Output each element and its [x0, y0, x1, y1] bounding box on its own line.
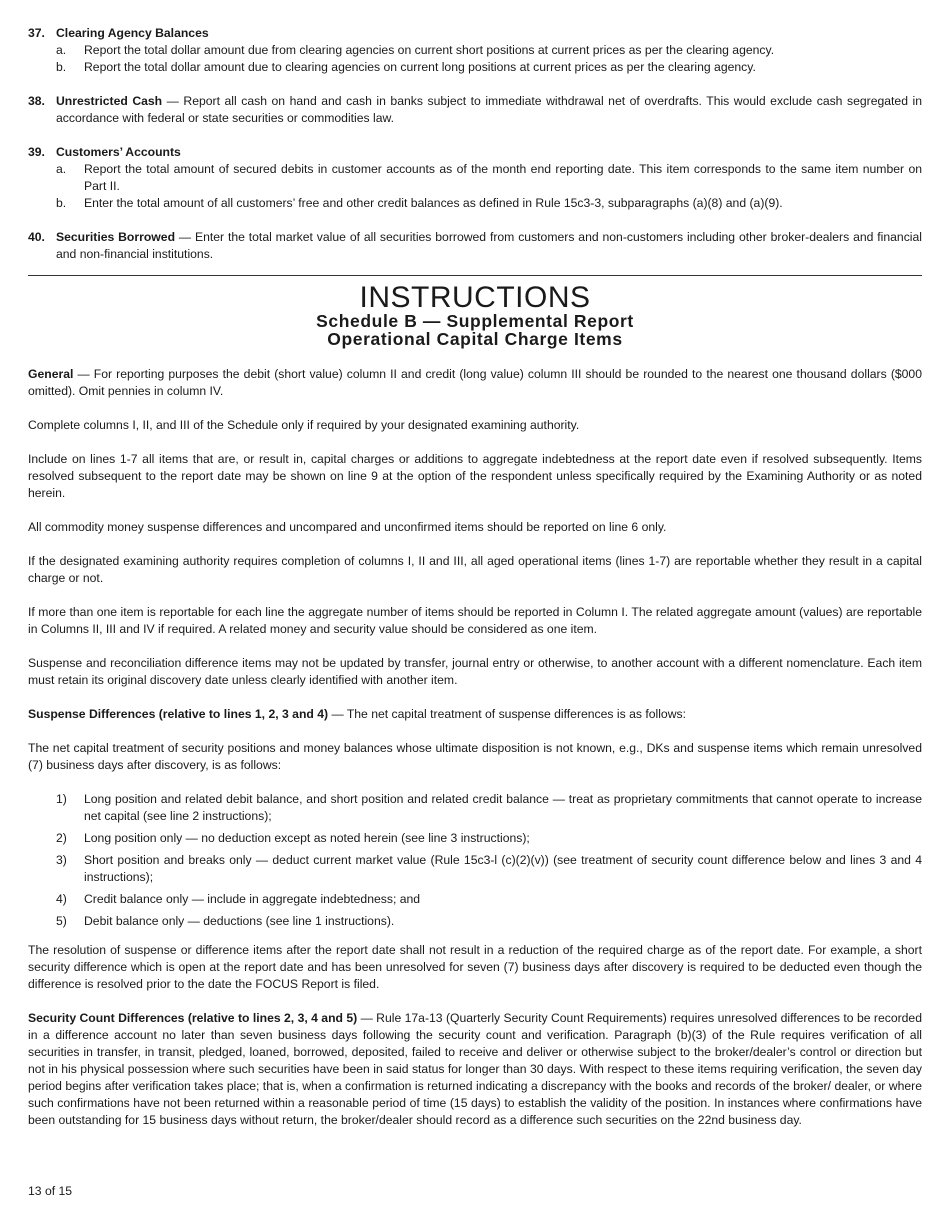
sub-text: Report the total amount of secured debits in customer accounts as of the month end reporting date. This item corresponds to the same item number on Part II.	[84, 162, 922, 193]
list-item	[56, 891, 922, 908]
list-text: Long position and related debit balance, and short position and related credit balance — treat as proprietary commitments that cannot operate to increase net capital (see line 2 instructions);	[84, 792, 922, 823]
sub-text: Report the total dollar amount due to clearing agencies on current long positions at current prices as per the clearing agency.	[84, 60, 756, 74]
paragraph-suspense-reconciliation: Suspense and reconciliation difference items may not be updated by transfer, journal entry or otherwise, to another account with a different nomenclature. Each item must retain its original discovery date unless clearly identified with another item.	[28, 656, 922, 687]
section-divider	[28, 275, 922, 276]
list-text: Short position and breaks only — deduct current market value (Rule 15c3-l (c)(2)(v)) (see treatment of security count difference below and lines 3 and 4 instructions);	[84, 853, 922, 884]
suspense-differences-paragraph	[28, 706, 922, 723]
item-37	[28, 25, 922, 76]
item-text: — Report all cash on hand and cash in banks subject to immediate withdrawal net of overdrafts. This would exclude cash segregated in accordance with federal or state securities or commodities law.	[56, 94, 923, 125]
item-number: 40.	[28, 230, 45, 244]
treatment-list	[56, 791, 922, 930]
list-number: 2)	[56, 831, 67, 845]
paragraph-more-than-one: If more than one item is reportable for each line the aggregate number of items should be reported in Column I. The related aggregate amount (values) are reportable in Columns II, III and IV if required. A related money and security value should be considered as one item.	[28, 605, 922, 636]
general-paragraph	[28, 366, 922, 400]
general-heading: General	[28, 367, 74, 381]
item-heading: Securities Borrowed	[56, 230, 176, 244]
item-38	[28, 93, 922, 127]
sub-item	[56, 161, 922, 195]
item-40	[28, 229, 922, 263]
schedule-subtitle-2: Operational Capital Charge Items	[327, 329, 623, 349]
item-heading: Customers’ Accounts	[56, 145, 181, 159]
sub-letter: b.	[56, 60, 67, 74]
general-text: — For reporting purposes the debit (short value) column II and credit (long value) column III should be rounded to the nearest one thousand dollars ($000 omitted). Omit pennies in column IV.	[28, 367, 922, 398]
sub-item	[56, 59, 922, 76]
list-number: 1)	[56, 792, 67, 806]
list-number: 3)	[56, 853, 67, 867]
item-number: 37.	[28, 26, 45, 40]
paragraph-include-lines: Include on lines 1-7 all items that are, or result in, capital charges or additions to aggregate indebtedness at the report date even if resolved subsequently. Items resolved subsequent to the report date may be shown on line 9 at the option of the respondent unless specifically required by the Examining Authority or as noted herein.	[28, 452, 922, 500]
sub-item	[56, 42, 922, 59]
list-text: Credit balance only — include in aggregate indebtedness; and	[84, 892, 421, 906]
sub-letter: b.	[56, 196, 67, 210]
paragraph-net-capital: The net capital treatment of security positions and money balances whose ultimate disposition is not known, e.g., DKs and suspense items which remain unresolved (7) business days after discovery, is as follows:	[28, 741, 922, 772]
list-number: 5)	[56, 914, 67, 928]
item-heading: Clearing Agency Balances	[56, 26, 209, 40]
instructions-title: INSTRUCTIONS	[359, 281, 591, 314]
page-number: 13 of 15	[28, 1184, 73, 1198]
paragraph-designated-authority: If the designated examining authority requires completion of columns I, II and III, all aged operational items (lines 1-7) are reportable whether they result in a capital charge or not.	[28, 554, 922, 585]
sub-text: Enter the total amount of all customers’ free and other credit balances as defined in Rule 15c3-3, subparagraphs (a)(8) and (a)(9).	[84, 196, 783, 210]
instructions-title-block	[28, 281, 922, 349]
list-item	[56, 913, 922, 930]
list-item	[56, 830, 922, 847]
item-number: 39.	[28, 145, 45, 159]
item-text: — Enter the total market value of all securities borrowed from customers and non-customers including other broker-dealers and financial and non-financial institutions.	[56, 230, 922, 261]
item-39	[28, 144, 922, 212]
list-item	[56, 852, 922, 886]
document-page	[28, 25, 922, 1129]
list-number: 4)	[56, 892, 67, 906]
suspense-heading: Suspense Differences (relative to lines 1, 2, 3 and 4)	[28, 707, 329, 721]
sub-text: Report the total dollar amount due from clearing agencies on current short positions at current prices as per the clearing agency.	[84, 43, 775, 57]
paragraph-complete-columns: Complete columns I, II, and III of the Schedule only if required by your designated examining authority.	[28, 418, 580, 432]
list-text: Debit balance only — deductions (see line 1 instructions).	[84, 914, 395, 928]
paragraph-commodity: All commodity money suspense differences and uncompared and unconfirmed items should be reported on line 6 only.	[28, 520, 667, 534]
security-count-text: — Rule 17a-13 (Quarterly Security Count Requirements) requires unresolved differences to be recorded in a difference account no later than seven business days following the security count and verification. Paragraph (b)(3) of the Rule requires verification of all securities in transfer, in transit, pledged, loaned, borrowed, deposited, failed to receive and deliver or otherwise subject to the broker/dealer’s control or direction but not in his physical possession where such securities have been in said status for longer than 30 days. With respect to these items requiring verification, the seven day period begins after verification takes place; that is, when a confirmation is returned indicating a discrepancy with the books and records of the broker/ dealer, or where such confirmations have not been returned within a reasonable period of time (15 days) to establish the validity of the position. In instances where confirmations have been outstanding for 15 business days without return, the broker/dealer should record as a difference such securities on the 22nd business day.	[28, 1011, 922, 1127]
sub-item	[56, 195, 922, 212]
paragraph-resolution: The resolution of suspense or difference items after the report date shall not result in a reduction of the required charge as of the report date. For example, a short security difference which is open at the report date and has been unresolved for seven (7) business days after discovery is required to be deducted even though the difference is resolved prior to the date the FOCUS Report is filed.	[28, 943, 922, 991]
item-paragraph	[56, 229, 922, 263]
security-count-heading: Security Count Differences (relative to lines 2, 3, 4 and 5)	[28, 1011, 358, 1025]
item-heading: Unrestricted Cash	[56, 94, 163, 108]
schedule-subtitle: Schedule B — Supplemental Report	[316, 311, 634, 331]
list-text: Long position only — no deduction except as noted herein (see line 3 instructions);	[84, 831, 530, 845]
sub-letter: a.	[56, 162, 67, 176]
suspense-text: — The net capital treatment of suspense differences is as follows:	[328, 707, 686, 721]
item-paragraph	[56, 93, 922, 127]
item-number: 38.	[28, 94, 45, 108]
security-count-paragraph	[28, 1010, 922, 1129]
list-item	[56, 791, 922, 825]
sub-letter: a.	[56, 43, 67, 57]
